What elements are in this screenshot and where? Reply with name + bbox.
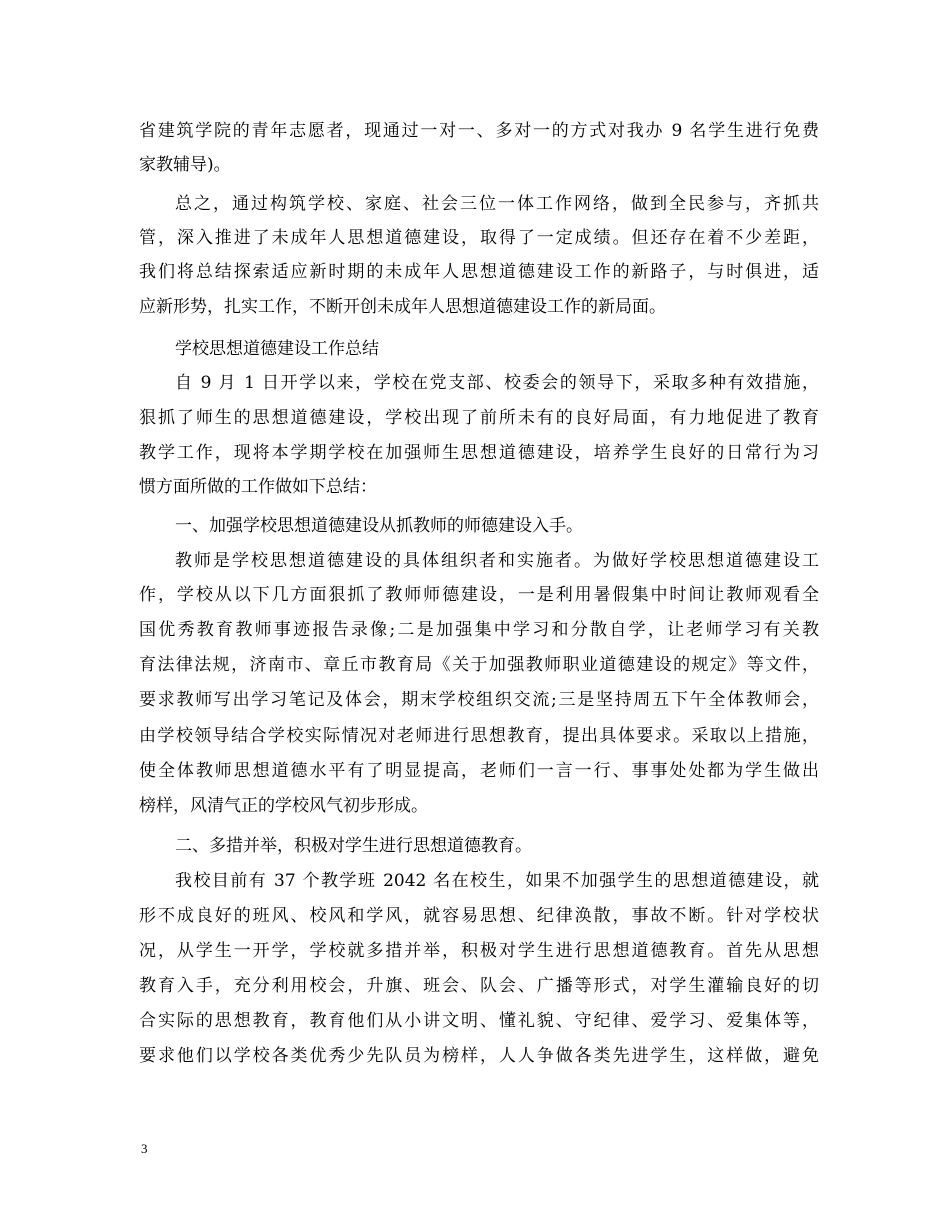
text-line: 国优秀教育教师事迹报告录像;二是加强集中学习和分散自学，让老师学习有关教 xyxy=(139,620,819,640)
text-line: 作，学校从以下几方面狠抓了教师师德建设，一是利用暑假集中时间让教师观看全 xyxy=(139,585,819,605)
text-line: 育法律法规，济南市、章丘市教育局《关于加强教师职业道德建设的规定》等文件， xyxy=(139,655,819,675)
text-line: 教育入手，充分利用校会，升旗、班会、队会、广播等形式，对学生灌输良好的切 xyxy=(139,976,819,996)
page-number: 3 xyxy=(141,1141,148,1156)
text-line: 自 9 月 1 日开学以来，学校在党支部、校委会的领导下，采取多种有效措施， xyxy=(175,373,819,393)
text-line: 我校目前有 37 个教学班 2042 名在校生，如果不加强学生的思想道德建设，就 xyxy=(175,871,819,891)
section-heading: 二、多措并举，积极对学生进行思想道德教育。 xyxy=(175,836,532,856)
text-line: 要求他们以学校各类优秀少先队员为榜样，人人争做各类先进学生，这样做，避免 xyxy=(139,1046,819,1066)
text-line: 教师是学校思想道德建设的具体组织者和实施者。为做好学校思想道德建设工 xyxy=(175,551,819,571)
text-line: 要求教师写出学习笔记及体会，期末学校组织交流;三是坚持周五下午全体教师会， xyxy=(139,690,819,710)
text-line: 由学校领导结合学校实际情况对老师进行思想教育，提出具体要求。采取以上措施， xyxy=(139,726,819,746)
text-line: 教学工作，现将本学期学校在加强师生思想道德建设，培养学生良好的日常行为习 xyxy=(139,443,819,463)
text-line: 使全体教师思想道德水平有了明显提高，老师们一言一行、事事处处都为学生做出 xyxy=(139,761,819,781)
text-line: 狠抓了师生的思想道德建设，学校出现了前所未有的良好局面，有力地促进了教育 xyxy=(139,408,819,428)
section-heading: 一、加强学校思想道德建设从抓教师的师德建设入手。 xyxy=(175,516,583,536)
text-line: 况，从学生一开学，学校就多措并举，积极对学生进行思想道德教育。首先从思想 xyxy=(139,941,819,961)
text-line: 合实际的思想教育，教育他们从小讲文明、懂礼貌、守纪律、爱学习、爱集体等， xyxy=(139,1011,819,1031)
section-heading: 学校思想道德建设工作总结 xyxy=(175,339,379,359)
text-line: 总之，通过构筑学校、家庭、社会三位一体工作网络，做到全民参与，齐抓共 xyxy=(175,194,819,214)
text-line: 榜样，风清气正的学校风气初步形成。 xyxy=(139,796,428,816)
text-line: 管，深入推进了未成年人思想道德建设，取得了一定成绩。但还存在着不少差距， xyxy=(139,228,819,248)
text-line: 省建筑学院的青年志愿者，现通过一对一、多对一的方式对我办 9 名学生进行免费 xyxy=(139,121,819,141)
text-line: 形不成良好的班风、校风和学风，就容易思想、纪律涣散，事故不断。针对学校状 xyxy=(139,906,819,926)
text-line: 惯方面所做的工作做如下总结： xyxy=(139,477,377,497)
text-line: 家教辅导)。 xyxy=(139,155,231,175)
text-line: 应新形势，扎实工作，不断开创未成年人思想道德建设工作的新局面。 xyxy=(139,297,666,317)
text-line: 我们将总结探索适应新时期的未成年人思想道德建设工作的新路子，与时俱进，适 xyxy=(139,262,819,282)
